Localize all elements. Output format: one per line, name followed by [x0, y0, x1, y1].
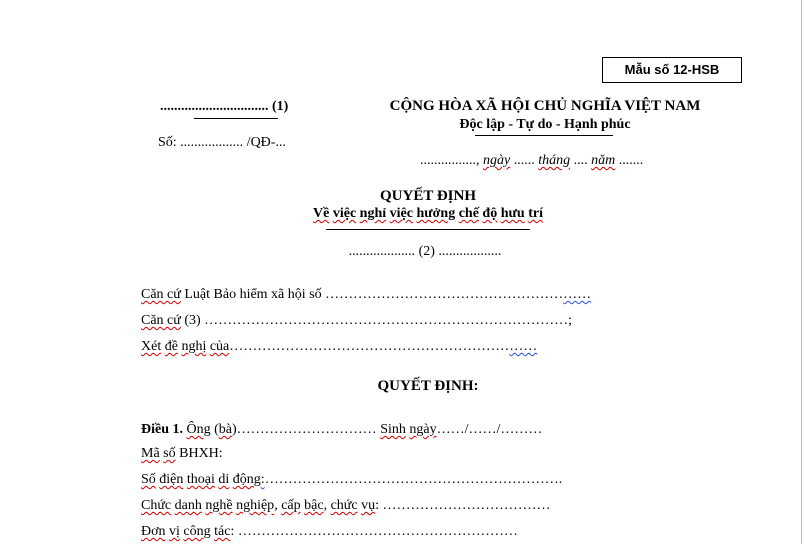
national-motto-sub: Độc lập - Tự do - Hạnh phúc — [459, 117, 631, 132]
decision-heading: QUYẾT ĐỊNH: — [377, 378, 479, 394]
basis-line-3: Xét đề nghị của………………………………………………………… — [141, 339, 538, 354]
national-motto: CỘNG HÒA XÃ HỘI CHỦ NGHĨA VIỆT NAM — [389, 98, 701, 114]
place-date: ................, ngày ...... tháng .... năm ....... — [420, 153, 644, 168]
page-edge — [801, 0, 802, 544]
article-1-social-insurance-id: Mã số BHXH: — [141, 446, 223, 461]
org-underline — [194, 118, 278, 119]
form-number-box — [602, 57, 742, 83]
article-1-work-unit: Đơn vị công tác: …………………………………………………… — [141, 524, 518, 539]
title-underline — [326, 229, 530, 230]
article-1-job-title: Chức danh nghề nghiệp, cấp bậc, chức vụ: ……………………………… — [141, 498, 551, 513]
article-1-phone: Số điện thoại di động:………………………………………………………. — [141, 472, 563, 487]
decision-number: Số: .................. /QĐ-... — [158, 135, 286, 150]
form-number: Mẫu số 12-HSB — [624, 62, 720, 77]
motto-underline — [475, 135, 613, 136]
issuing-org: ............................... (1) — [160, 99, 289, 114]
decision-authority: ................... (2) .................. — [348, 244, 502, 259]
article-1-person: Điều 1. Ông (bà)………………………… Sinh ngày……/……/……… — [141, 422, 543, 437]
decision-subject: Về việc nghỉ việc hưởng chế độ hưu trí — [313, 206, 543, 221]
basis-line-1: Căn cứ Luật Bảo hiểm xã hội số ………………………………………………… — [141, 287, 592, 302]
basis-line-2: Căn cứ (3) ……………………………………………………………………; — [141, 313, 573, 328]
decision-title: QUYẾT ĐỊNH — [380, 188, 476, 204]
